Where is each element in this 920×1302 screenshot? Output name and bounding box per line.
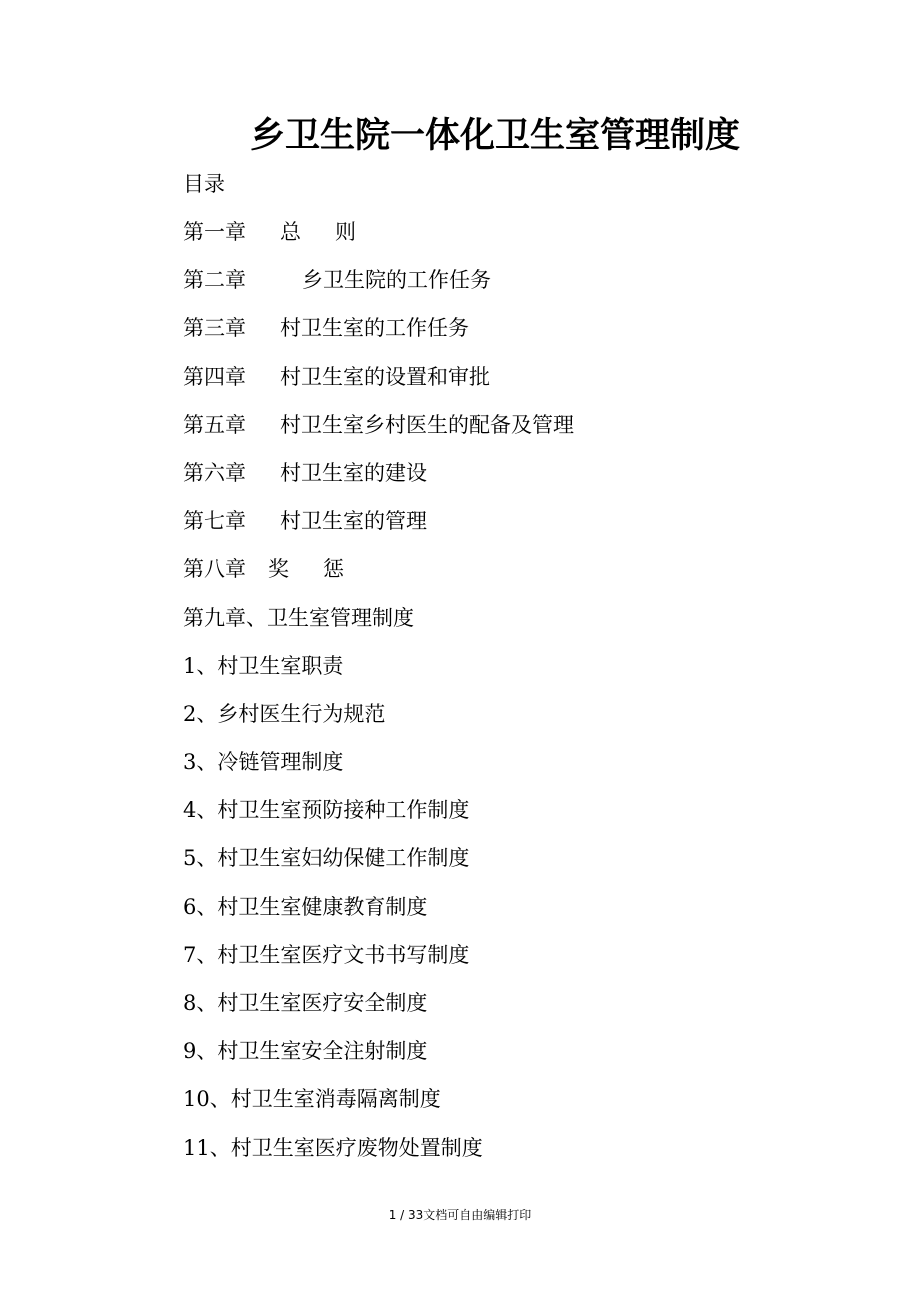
toc-item-chapter-1	[183, 216, 574, 264]
toc-item-chapter-3	[183, 312, 574, 360]
toc-item-rule: 9、村卫生室安全注射制度	[183, 1039, 428, 1064]
toc-item-rule: 11、村卫生室医疗废物处置制度	[183, 1135, 483, 1160]
chapter-label: 第四章	[183, 364, 246, 389]
chapter-label: 第六章	[183, 460, 246, 485]
toc-item-rule: 10、村卫生室消毒隔离制度	[183, 1087, 441, 1112]
toc-list	[183, 216, 574, 1180]
toc-item-rule: 6、村卫生室健康教育制度	[183, 894, 428, 919]
toc-item-chapter-8	[183, 553, 574, 601]
toc-item-chapter-2	[183, 264, 574, 312]
chapter-title: 乡卫生院的工作任务	[302, 268, 491, 293]
chapter-title: 村卫生室乡村医生的配备及管理	[280, 412, 574, 437]
chapter-title: 村卫生室的设置和审批	[280, 364, 490, 389]
toc-item-rule: 3、冷链管理制度	[183, 750, 344, 775]
toc-item-rule: 2、乡村医生行为规范	[183, 701, 386, 726]
toc-item-chapter-6	[183, 457, 574, 505]
toc-item-rule: 8、村卫生室医疗安全制度	[183, 991, 428, 1015]
chapter-title: 村卫生室的管理	[280, 509, 427, 534]
toc-item-rule: 5、村卫生室妇幼保健工作制度	[183, 846, 470, 871]
chapter-label: 第八章	[183, 557, 246, 582]
chapter-label: 第七章	[183, 509, 246, 534]
chapter-label: 第一章	[183, 220, 246, 244]
toc-item-rule: 7、村卫生室医疗文书书写制度	[183, 942, 470, 967]
toc-item-rule: 4、村卫生室预防接种工作制度	[183, 798, 470, 823]
toc-item-chapter-9	[183, 602, 574, 650]
page-footer: 1 / 33文档可自由编辑打印	[388, 1208, 532, 1222]
toc-item-chapter-5	[183, 409, 574, 457]
chapter-title-char: 则	[335, 220, 356, 244]
chapter-full-title: 第九章、卫生室管理制度	[183, 605, 414, 630]
toc-item-chapter-7	[183, 505, 574, 553]
toc-heading: 目录	[183, 172, 225, 196]
chapter-title-char: 惩	[323, 557, 344, 582]
chapter-label: 第三章	[183, 316, 246, 341]
chapter-label: 第五章	[183, 412, 246, 437]
chapter-title-char: 奖	[268, 557, 289, 582]
chapter-title: 村卫生室的建设	[280, 460, 427, 485]
toc-item-chapter-4	[183, 361, 574, 409]
document-title: 乡卫生院一体化卫生室管理制度	[249, 115, 740, 156]
chapter-title: 村卫生室的工作任务	[280, 316, 469, 341]
toc-item-rule: 1、村卫生室职责	[183, 653, 344, 678]
chapter-title-char: 总	[280, 220, 301, 244]
chapter-label: 第二章	[183, 268, 246, 293]
